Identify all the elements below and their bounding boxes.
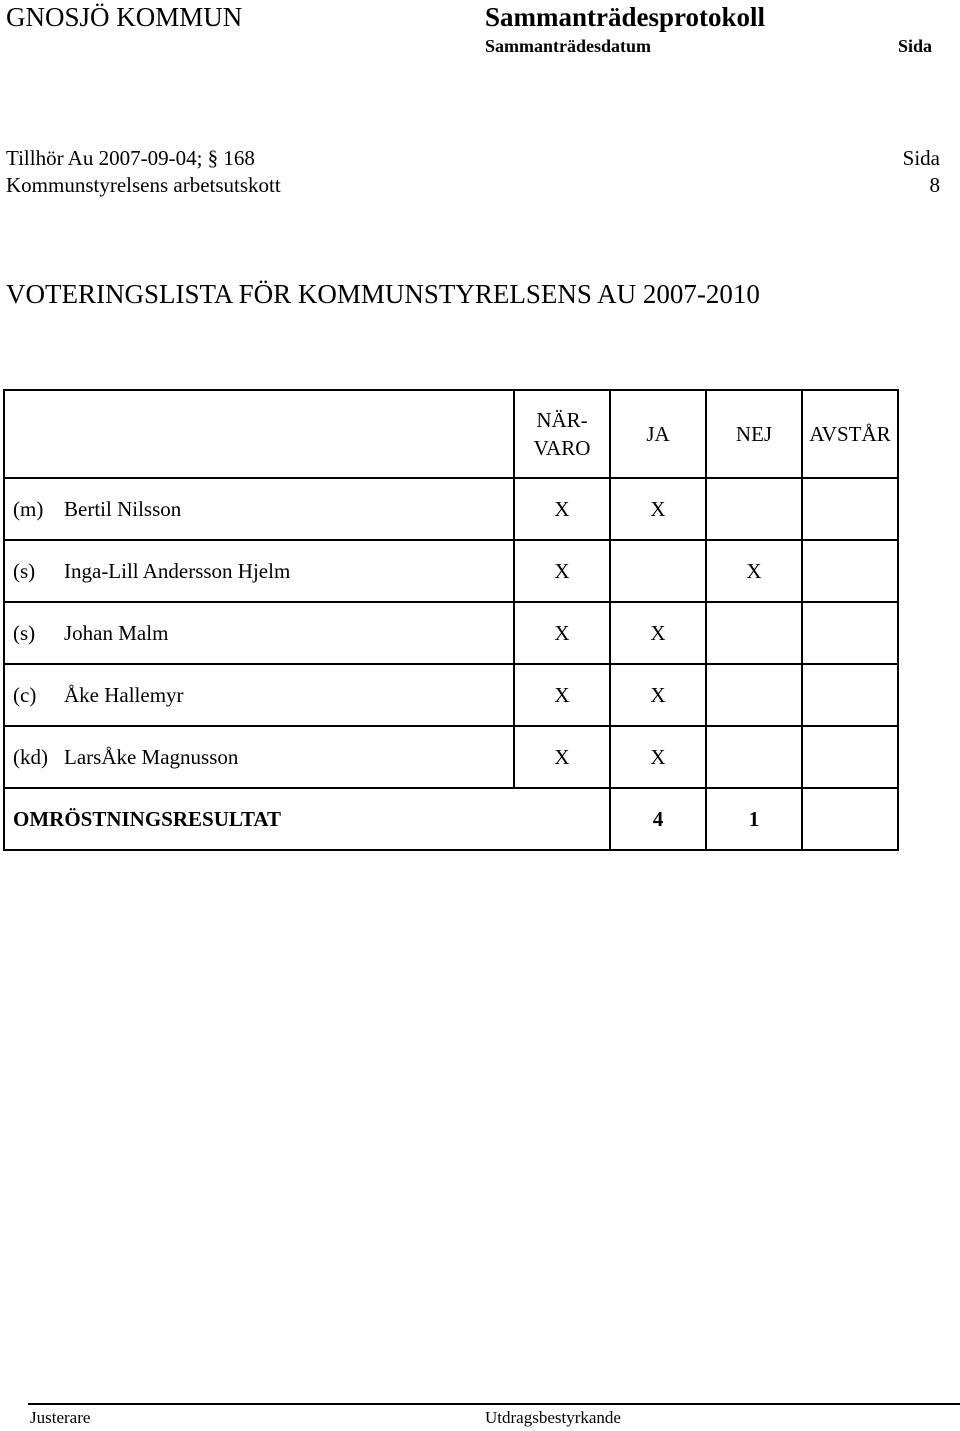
abstain-cell (802, 540, 898, 602)
header-no: NEJ (706, 390, 802, 478)
reference-line: Tillhör Au 2007-09-04; § 168 (6, 146, 255, 170)
yes-cell: X (610, 602, 706, 664)
no-cell: X (706, 540, 802, 602)
abstain-cell (802, 602, 898, 664)
abstain-cell (802, 726, 898, 788)
footer-divider (28, 1403, 960, 1405)
result-label: OMRÖSTNINGSRESULTAT (4, 788, 610, 850)
table-header-row (4, 390, 898, 478)
header-present (514, 390, 610, 478)
page-label: Sida (902, 146, 940, 170)
result-abstain (802, 788, 898, 850)
no-cell (706, 602, 802, 664)
yes-cell (610, 540, 706, 602)
header-blank-cell (4, 390, 514, 478)
party-cell: (kd) (4, 726, 60, 788)
abstain-cell (802, 664, 898, 726)
voting-table (3, 389, 899, 851)
present-cell: X (514, 478, 610, 540)
result-no: 1 (706, 788, 802, 850)
body-name: Kommunstyrelsens arbetsutskott (6, 173, 281, 197)
header-present-line1: NÄR- (536, 408, 588, 432)
table-row (4, 540, 898, 602)
no-cell (706, 478, 802, 540)
yes-cell: X (610, 664, 706, 726)
member-name-cell: Åke Hallemyr (60, 664, 514, 726)
abstain-cell (802, 478, 898, 540)
header-yes: JA (610, 390, 706, 478)
result-row (4, 788, 898, 850)
result-yes: 4 (610, 788, 706, 850)
party-cell: (c) (4, 664, 60, 726)
page-label-header: Sida (898, 36, 933, 56)
page-number: 8 (929, 173, 940, 197)
member-name-cell: LarsÅke Magnusson (60, 726, 514, 788)
table-row (4, 602, 898, 664)
table-row (4, 726, 898, 788)
extract-certifier-label: Utdragsbestyrkande (485, 1408, 621, 1427)
party-cell: (m) (4, 478, 60, 540)
document-type: Sammanträdesprotokoll (485, 2, 766, 32)
header-present-line2: VARO (533, 436, 591, 460)
present-cell: X (514, 602, 610, 664)
member-name-cell: Inga-Lill Andersson Hjelm (60, 540, 514, 602)
municipality-name: GNOSJÖ KOMMUN (6, 2, 243, 32)
no-cell (706, 726, 802, 788)
party-cell: (s) (4, 602, 60, 664)
header-abstain: AVSTÅR (802, 390, 898, 478)
present-cell: X (514, 664, 610, 726)
member-name-cell: Bertil Nilsson (60, 478, 514, 540)
present-cell: X (514, 540, 610, 602)
yes-cell: X (610, 726, 706, 788)
document-title: VOTERINGSLISTA FÖR KOMMUNSTYRELSENS AU 2007-2010 (6, 279, 760, 309)
table-row (4, 664, 898, 726)
no-cell (706, 664, 802, 726)
present-cell: X (514, 726, 610, 788)
party-cell: (s) (4, 540, 60, 602)
adjusters-label: Justerare (30, 1408, 91, 1427)
member-name-cell: Johan Malm (60, 602, 514, 664)
meeting-date-label: Sammanträdesdatum (485, 36, 652, 56)
yes-cell: X (610, 478, 706, 540)
table-row (4, 478, 898, 540)
